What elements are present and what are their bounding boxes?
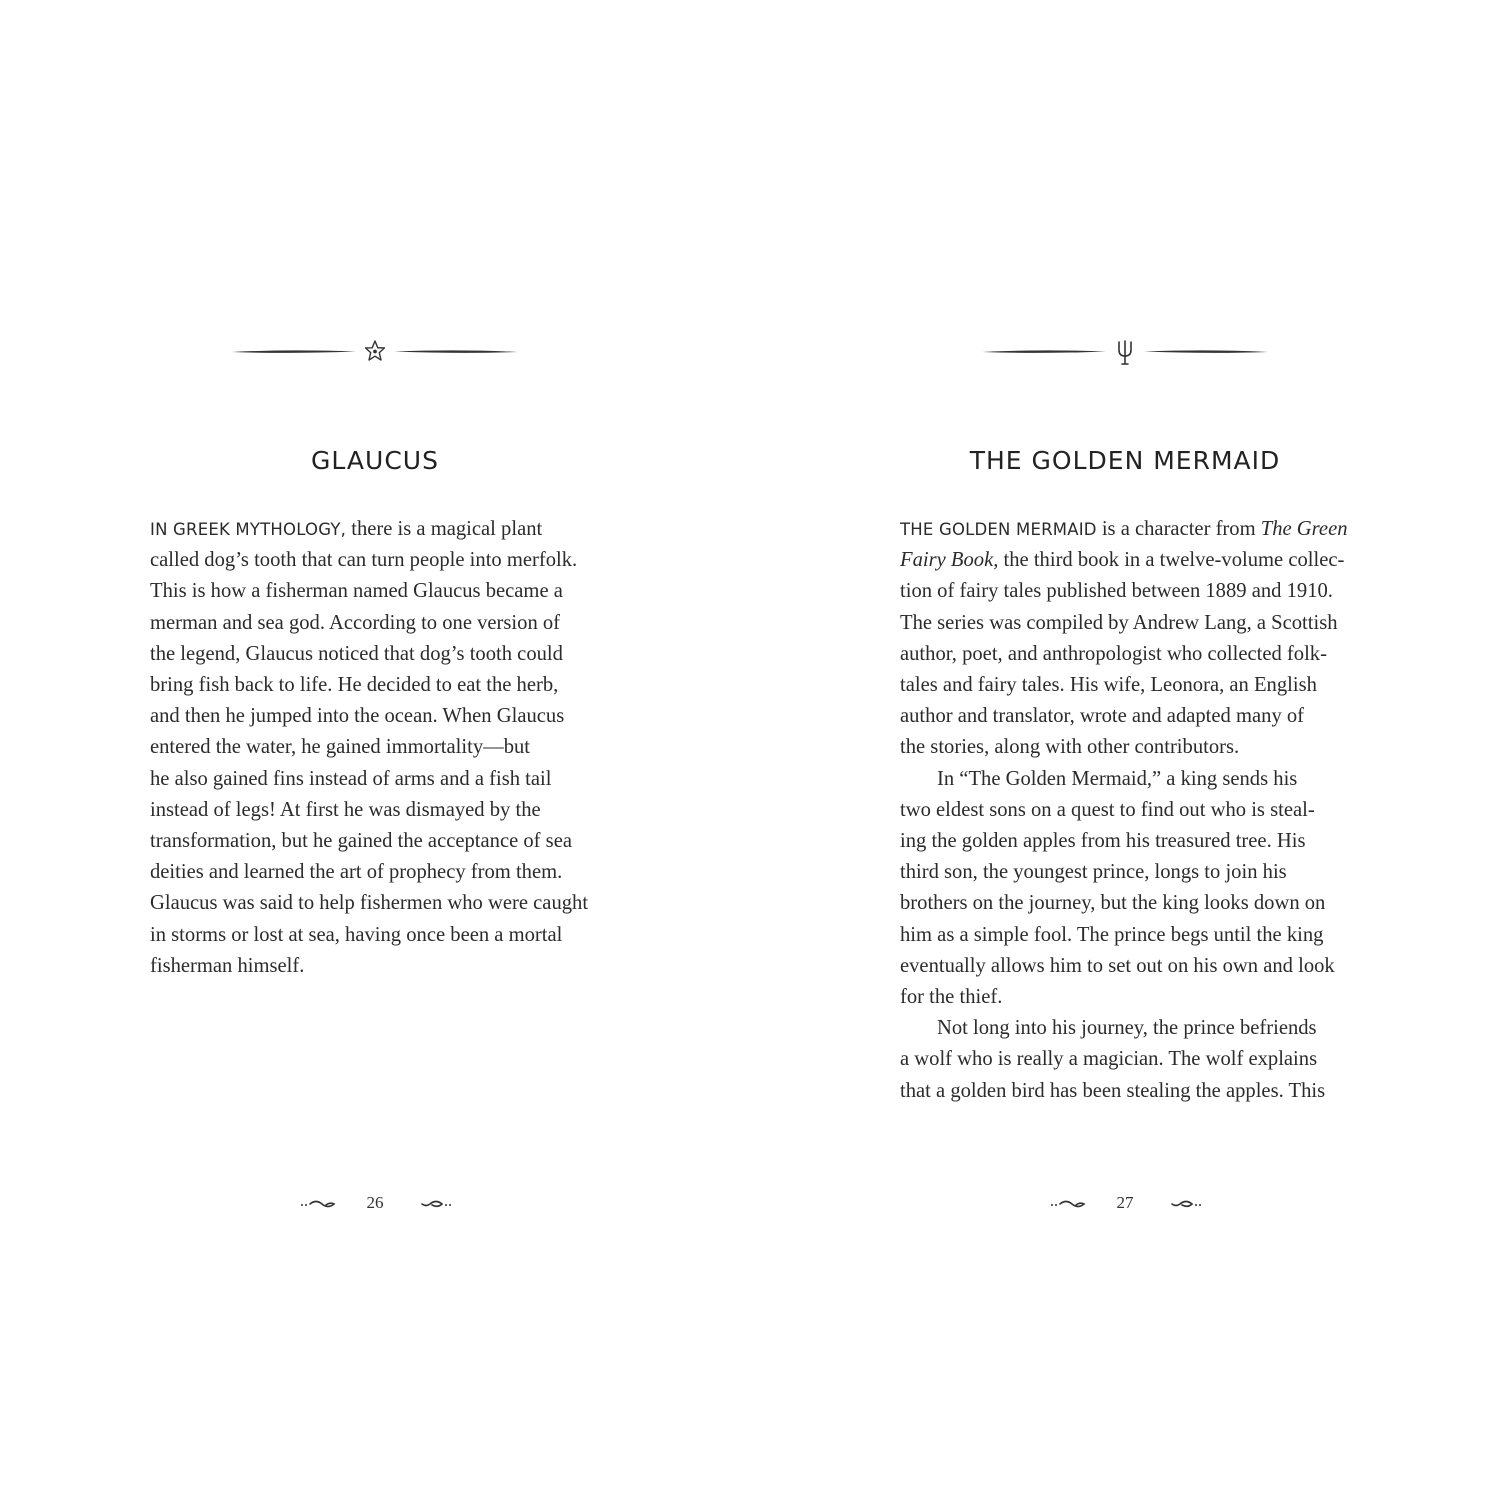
page-footer: [750, 1190, 1500, 1218]
lead-in: THE GOLDEN MERMAID: [900, 520, 1097, 539]
paragraph: IN GREEK MYTHOLOGY, there is a magical plant called dog’s tooth that can turn people into merfolk. This is how a fisherman named Glaucus became a merman and sea god. According to one version of the legend, Glaucus noticed that dog’s tooth could bring fish back to life. He decided to eat the herb, and then he jumped into the ocean. When Glaucus entered the water, he gained immortality—but he also gained fins instead of arms and a fish tail instead of legs! At first he was dismayed by the transformation, but he gained the acceptance of sea deities and learned the art of prophecy from them. Glaucus was said to help fishermen who were caught in storms or lost at sea, having once been a mortal fisherman himself.: [150, 518, 589, 977]
paragraph: THE GOLDEN MERMAID is a character from The Green Fairy Book, the third book in a twelve-volume collec- tion of fairy tales published between 1889 and 1910. The series was compiled by Andrew Lang, a Scottish author, poet, and anthropologist who collected folk- tales and fairy tales. His wife, Leonora, an English author and translator, wrote and adapted many of the stories, along with other contributors.: [900, 518, 1348, 759]
page-footer: [0, 1190, 750, 1218]
book-title: The Green: [1260, 518, 1348, 540]
page-number: 27: [1116, 1193, 1134, 1212]
right-page: [750, 0, 1500, 1500]
page-number: 26: [366, 1193, 384, 1212]
book-title: Fairy Book,: [900, 549, 999, 572]
body-text: [150, 514, 605, 982]
chapter-title: THE GOLDEN MERMAID: [969, 446, 1281, 475]
wave-ornament-icon: [298, 1196, 348, 1212]
chapter-title: GLAUCUS: [311, 446, 439, 475]
paragraph: Not long into his journey, the prince befriends a wolf who is really a magician. The wolf explains that a golden bird has been stealing the apples. This: [900, 1017, 1326, 1102]
wave-ornament-icon: [408, 1196, 458, 1212]
lead-in: IN GREEK MYTHOLOGY,: [150, 520, 347, 539]
wave-ornament-icon: [1048, 1196, 1098, 1212]
trident-icon: [980, 336, 1270, 368]
wave-ornament-icon: [1158, 1196, 1208, 1212]
starfish-divider: [230, 336, 520, 368]
paragraph: In “The Golden Mermaid,” a king sends his two eldest sons on a quest to find out who is steal- ing the golden apples from his treasured tree. His third son, the youngest prince, longs to join his brothers on the journey, but the king looks down on him as a simple fool. The prince begs until the king eventually allows him to set out on his own and look for the thief.: [900, 767, 1335, 1009]
trident-divider: [980, 336, 1270, 368]
body-text: [900, 514, 1355, 1107]
starfish-icon: [230, 336, 520, 368]
